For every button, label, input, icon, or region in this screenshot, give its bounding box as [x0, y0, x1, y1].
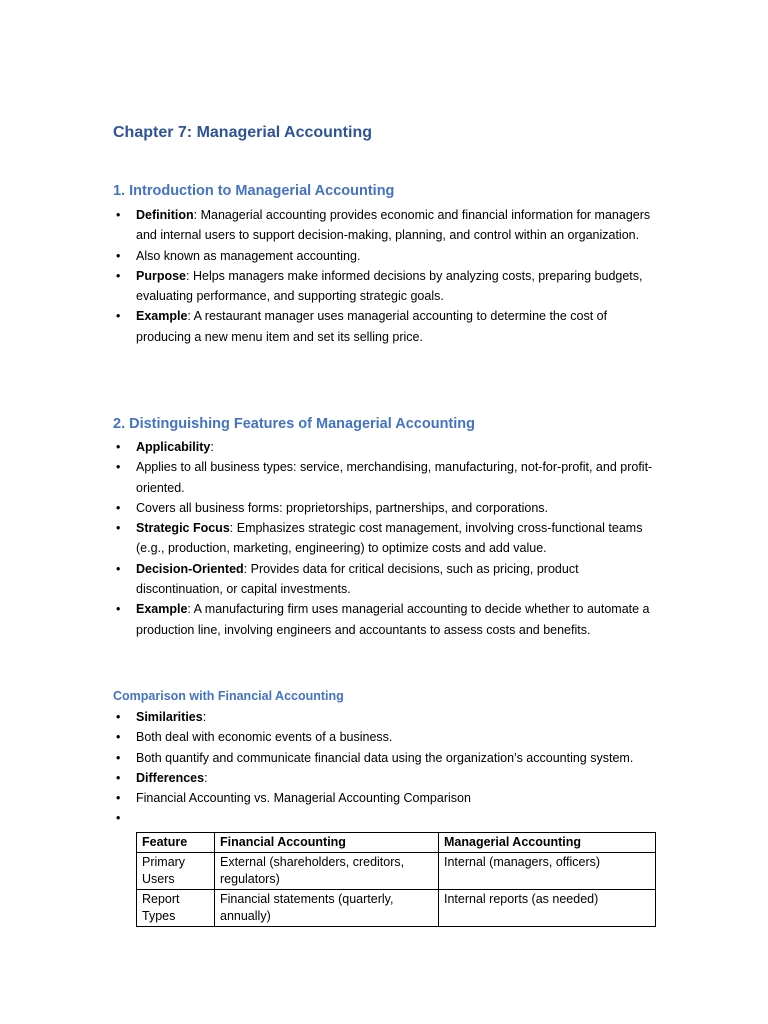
introduction-bullet-list — [0, 205, 768, 347]
bullet-icon: • — [116, 268, 121, 283]
bullet-term: Differences — [136, 770, 205, 785]
table-header-row — [137, 833, 656, 853]
bullet-icon: • — [116, 561, 121, 576]
bullet-text: : A restaurant manager uses managerial accounting to determine the cost of producing a new menu item and set its selling price. — [136, 309, 608, 344]
list-item — [0, 808, 656, 828]
table-header-cell: Financial Accounting — [215, 833, 439, 853]
table-header-cell: Feature — [137, 833, 215, 853]
table-cell: External (shareholders, creditors, regulators) — [215, 852, 439, 889]
section-heading-distinguishing-features: 2. Distinguishing Features of Managerial Accounting — [113, 416, 476, 432]
bullet-term: Decision-Oriented — [136, 561, 244, 576]
list-item — [0, 748, 656, 768]
features-bullet-list — [0, 437, 768, 640]
bullet-term: Purpose — [136, 268, 187, 283]
bullet-term: Example — [136, 602, 188, 617]
bullet-icon: • — [116, 730, 121, 745]
bullet-term: Definition — [136, 208, 194, 222]
table-cell: Internal reports (as needed) — [439, 889, 656, 926]
bullet-text: : — [202, 710, 207, 724]
bullet-text: Both deal with economic events of a business. — [136, 730, 393, 745]
bullet-icon: • — [116, 500, 121, 515]
table-cell: Internal (managers, officers) — [439, 852, 656, 889]
bullet-icon: • — [116, 460, 121, 475]
list-item — [0, 559, 656, 600]
list-item — [0, 707, 656, 727]
bullet-icon: • — [116, 248, 121, 263]
bullet-term: Example — [136, 309, 188, 324]
bullet-icon: • — [116, 750, 121, 765]
bullet-icon: • — [116, 309, 121, 324]
bullet-icon: • — [116, 602, 121, 617]
list-item — [0, 266, 656, 307]
bullet-icon: • — [116, 208, 121, 222]
sub-heading-comparison: Comparison with Financial Accounting — [113, 689, 344, 703]
list-item — [0, 768, 656, 788]
bullet-term: Similarities — [136, 710, 203, 724]
bullet-text: Both quantify and communicate financial data using the organization’s accounting system. — [136, 750, 634, 765]
list-item — [0, 727, 656, 747]
table-row — [137, 889, 656, 926]
bullet-term: Applicability — [136, 440, 211, 454]
list-item — [0, 205, 656, 246]
list-item — [0, 788, 656, 808]
bullet-text: : Provides data for critical decisions, such as pricing, product discontinuation, or capital investments. — [136, 561, 579, 597]
table-cell: Financial statements (quarterly, annually) — [215, 889, 439, 926]
bullet-text: : A manufacturing firm uses managerial accounting to decide whether to automate a production line, involving engineers and accountants to assess costs and benefits. — [136, 602, 650, 637]
bullet-icon: • — [116, 811, 121, 826]
table-header-cell: Managerial Accounting — [439, 833, 656, 853]
list-item — [0, 457, 656, 498]
bullet-term: Strategic Focus — [136, 521, 230, 536]
bullet-icon: • — [116, 770, 121, 785]
bullet-text: Covers all business forms: proprietorships, partnerships, and corporations. — [136, 500, 548, 515]
chapter-title: Chapter 7: Managerial Accounting — [113, 124, 372, 141]
list-item — [0, 599, 656, 640]
bullet-icon: • — [116, 710, 121, 724]
bullet-icon: • — [116, 521, 121, 536]
list-item — [0, 498, 656, 518]
bullet-text: : — [204, 770, 208, 785]
table-cell: Report Types — [137, 889, 215, 926]
bullet-text: : Helps managers make informed decisions by analyzing costs, preparing budgets, evaluating performance, and supporting strategic goals. — [136, 268, 643, 304]
bullet-text: : Managerial accounting provides economic and financial information for managers and internal users to support decision-making, planning, and control within an organization. — [136, 208, 651, 243]
table-cell: Primary Users — [137, 852, 215, 889]
bullet-icon: • — [116, 440, 121, 454]
bullet-text: : Emphasizes strategic cost management, involving cross-functional teams (e.g., production, marketing, engineering) to optimize costs and add value. — [136, 521, 643, 556]
bullet-text: : — [210, 440, 214, 454]
section-heading-introduction: 1. Introduction to Managerial Accounting — [113, 183, 395, 199]
list-item — [0, 518, 656, 559]
list-item — [0, 437, 656, 457]
bullet-text: Applies to all business types: service, merchandising, manufacturing, not-for-profit, and profit-oriented. — [136, 460, 653, 495]
list-item — [0, 306, 656, 347]
table-row — [137, 852, 656, 889]
list-item — [0, 246, 656, 266]
bullet-text: Also known as management accounting. — [136, 248, 361, 263]
comparison-table — [136, 832, 656, 927]
bullet-icon: • — [116, 791, 121, 806]
comparison-bullet-list — [0, 707, 768, 829]
bullet-text: Financial Accounting vs. Managerial Accounting Comparison — [136, 791, 471, 806]
